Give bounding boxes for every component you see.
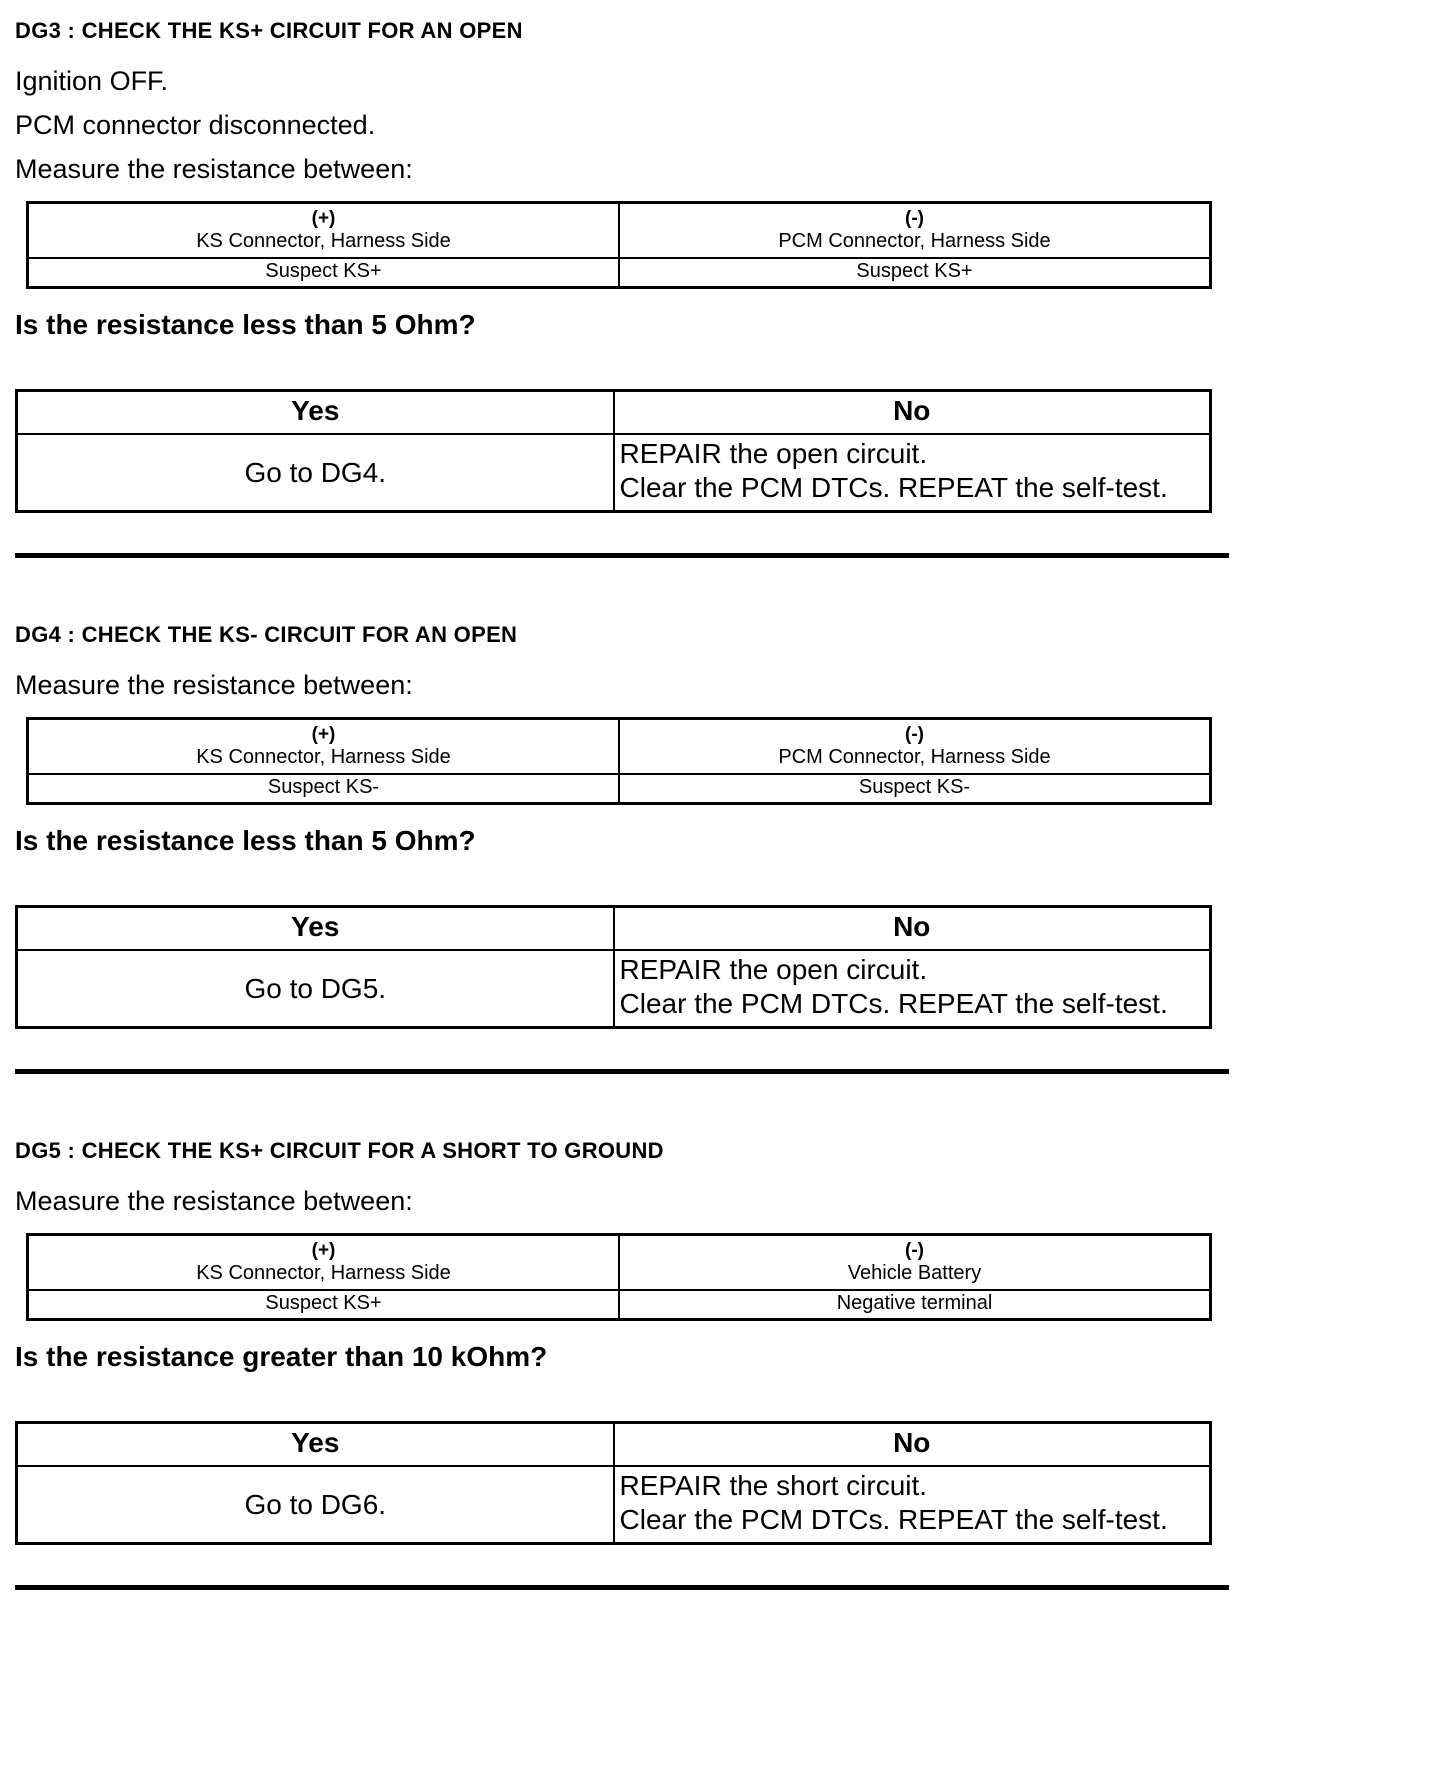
negative-connector-label: PCM Connector, Harness Side [778, 746, 1051, 768]
yes-header: Yes [17, 1423, 614, 1467]
table-row [17, 1466, 1211, 1544]
no-action-line: REPAIR the short circuit. [619, 1470, 928, 1501]
yes-action-cell: Go to DG6. [17, 1466, 614, 1544]
measure-instruction: Measure the resistance between: [15, 1186, 413, 1216]
negative-header-cell [619, 1235, 1211, 1291]
table-row [28, 719, 1211, 775]
measurement-table [26, 1233, 1212, 1321]
section-title: DG3 : CHECK THE KS+ CIRCUIT FOR AN OPEN [15, 18, 523, 43]
table-row [28, 1290, 1211, 1320]
yes-header: Yes [17, 907, 614, 951]
section-title: DG4 : CHECK THE KS- CIRCUIT FOR AN OPEN [15, 622, 518, 647]
precondition-line: Ignition OFF. [15, 66, 169, 96]
negative-polarity-label: (-) [905, 208, 924, 229]
negative-connector-label: Vehicle Battery [847, 1262, 982, 1284]
positive-header-cell [28, 203, 620, 259]
table-row [17, 950, 1211, 1028]
no-header: No [614, 907, 1211, 951]
no-action-line: REPAIR the open circuit. [619, 954, 928, 985]
section-dg3 [15, 18, 1440, 558]
measure-instruction: Measure the resistance between: [15, 154, 413, 184]
measurement-table [26, 717, 1212, 805]
table-row [17, 1423, 1211, 1467]
section-title: DG5 : CHECK THE KS+ CIRCUIT FOR A SHORT TO GROUND [15, 1138, 664, 1163]
negative-pin-cell: Suspect KS- [619, 774, 1211, 804]
test-question: Is the resistance less than 5 Ohm? [15, 309, 476, 340]
section-divider [15, 553, 1229, 558]
positive-connector-label: KS Connector, Harness Side [196, 746, 451, 768]
section-divider [15, 1069, 1229, 1074]
yes-action-cell: Go to DG5. [17, 950, 614, 1028]
precondition-line: PCM connector disconnected. [15, 110, 376, 140]
no-action-line: Clear the PCM DTCs. REPEAT the self-test. [619, 988, 1168, 1019]
table-row [17, 391, 1211, 435]
section-dg5 [15, 1138, 1440, 1590]
table-row [28, 203, 1211, 259]
no-action-line: Clear the PCM DTCs. REPEAT the self-test. [619, 1504, 1168, 1535]
no-action-cell [614, 950, 1211, 1028]
positive-polarity-label: (+) [311, 1240, 336, 1261]
no-header: No [614, 391, 1211, 435]
positive-pin-cell: Suspect KS+ [28, 258, 620, 288]
measure-instruction: Measure the resistance between: [15, 670, 413, 700]
positive-connector-label: KS Connector, Harness Side [196, 1262, 451, 1284]
negative-header-cell [619, 719, 1211, 775]
negative-pin-cell: Suspect KS+ [619, 258, 1211, 288]
section-dg4 [15, 622, 1440, 1074]
table-row [28, 258, 1211, 288]
no-header: No [614, 1423, 1211, 1467]
test-question: Is the resistance greater than 10 kOhm? [15, 1341, 548, 1372]
yes-action-cell: Go to DG4. [17, 434, 614, 512]
negative-pin-cell: Negative terminal [619, 1290, 1211, 1320]
yes-header: Yes [17, 391, 614, 435]
table-row [17, 907, 1211, 951]
positive-connector-label: KS Connector, Harness Side [196, 230, 451, 252]
decision-table [15, 1421, 1212, 1545]
measurement-table [26, 201, 1212, 289]
test-question: Is the resistance less than 5 Ohm? [15, 825, 476, 856]
positive-pin-cell: Suspect KS+ [28, 1290, 620, 1320]
negative-connector-label: PCM Connector, Harness Side [778, 230, 1051, 252]
negative-header-cell [619, 203, 1211, 259]
table-row [28, 774, 1211, 804]
positive-header-cell [28, 719, 620, 775]
positive-pin-cell: Suspect KS- [28, 774, 620, 804]
decision-table [15, 389, 1212, 513]
positive-polarity-label: (+) [311, 724, 336, 745]
no-action-line: Clear the PCM DTCs. REPEAT the self-test. [619, 472, 1168, 503]
negative-polarity-label: (-) [905, 1240, 924, 1261]
positive-header-cell [28, 1235, 620, 1291]
table-row [17, 434, 1211, 512]
decision-table [15, 905, 1212, 1029]
no-action-cell [614, 434, 1211, 512]
negative-polarity-label: (-) [905, 724, 924, 745]
section-divider [15, 1585, 1229, 1590]
no-action-line: REPAIR the open circuit. [619, 438, 928, 469]
no-action-cell [614, 1466, 1211, 1544]
table-row [28, 1235, 1211, 1291]
positive-polarity-label: (+) [311, 208, 336, 229]
